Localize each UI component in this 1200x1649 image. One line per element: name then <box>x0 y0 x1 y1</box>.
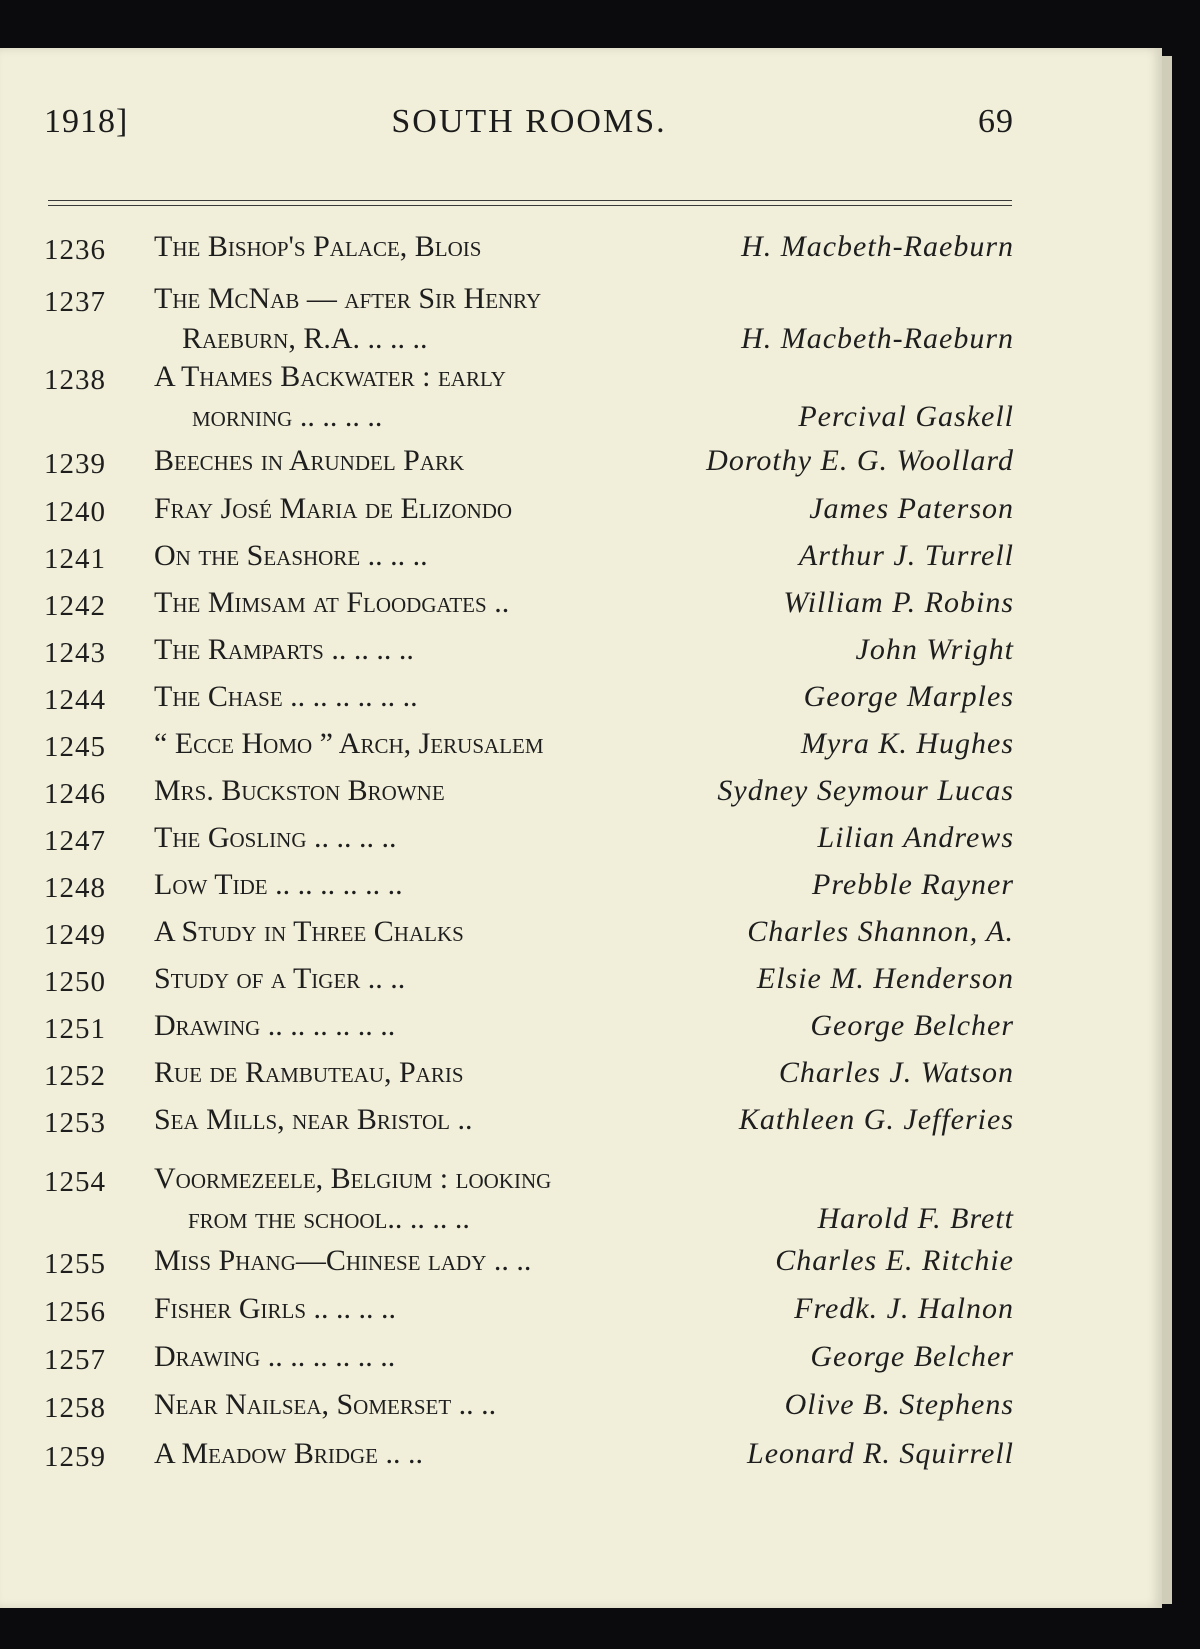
entry-title-continued: from the school.. .. .. .. <box>188 1202 470 1235</box>
catalogue-entry <box>44 444 1014 484</box>
catalogue-entry <box>44 586 1014 626</box>
catalogue-entry <box>44 492 1014 532</box>
entry-title: Near Nailsea, Somerset .. .. <box>154 1388 497 1421</box>
entry-artist: Fredk. J. Halnon <box>794 1292 1014 1325</box>
entry-number: 1239 <box>44 448 106 480</box>
catalogue-entry <box>44 360 1014 440</box>
entry-title: Fray José Maria de Elizondo <box>154 492 513 525</box>
entry-title: Voormezeele, Belgium : looking <box>154 1162 552 1195</box>
entry-number: 1258 <box>44 1392 106 1424</box>
entry-title: A Study in Three Chalks <box>154 915 464 948</box>
catalogue-entry <box>44 1292 1014 1332</box>
catalogue-entry <box>44 727 1014 767</box>
page-edge <box>1162 56 1172 1604</box>
entry-artist: Sydney Seymour Lucas <box>717 774 1014 807</box>
entry-artist: Olive B. Stephens <box>784 1388 1014 1421</box>
entry-artist: William P. Robins <box>783 586 1014 619</box>
entry-artist: Elsie M. Henderson <box>756 962 1014 995</box>
catalogue-entry <box>44 1244 1014 1284</box>
entry-number: 1244 <box>44 684 106 716</box>
entry-artist: Prebble Rayner <box>812 868 1014 901</box>
entry-artist: Arthur J. Turrell <box>798 539 1014 572</box>
entry-artist: George Marples <box>803 680 1014 713</box>
entry-artist: Percival Gaskell <box>798 400 1014 433</box>
entry-number: 1259 <box>44 1441 106 1473</box>
entry-title: The Bishop's Palace, Blois <box>154 230 482 263</box>
catalogue-entry <box>44 633 1014 673</box>
entry-number: 1251 <box>44 1013 106 1045</box>
entry-number: 1256 <box>44 1296 106 1328</box>
entry-title: Fisher Girls .. .. .. .. <box>154 1292 397 1325</box>
entry-artist: George Belcher <box>810 1340 1014 1373</box>
entry-artist: John Wright <box>855 633 1014 666</box>
header-rule-bottom <box>48 205 1012 206</box>
catalogue-entry <box>44 915 1014 955</box>
entry-title: Rue de Rambuteau, Paris <box>154 1056 464 1089</box>
entry-title: The Mimsam at Floodgates .. <box>154 586 510 619</box>
entry-number: 1250 <box>44 966 106 998</box>
entry-number: 1254 <box>44 1166 106 1198</box>
entry-artist: H. Macbeth-Raeburn <box>741 322 1014 355</box>
entry-title: Drawing .. .. .. .. .. .. <box>154 1009 396 1042</box>
catalogue-entry <box>44 230 1014 270</box>
page-title: SOUTH ROOMS. <box>391 103 667 140</box>
entry-artist: Leonard R. Squirrell <box>747 1437 1014 1470</box>
entry-artist: Lilian Andrews <box>817 821 1014 854</box>
entry-artist: George Belcher <box>810 1009 1014 1042</box>
catalogue-entry <box>44 1340 1014 1380</box>
catalogue-entry <box>44 962 1014 1002</box>
catalogue-entry <box>44 1009 1014 1049</box>
catalogue-entry <box>44 680 1014 720</box>
entry-artist: Charles E. Ritchie <box>775 1244 1014 1277</box>
header-rule-top <box>48 200 1012 201</box>
entry-number: 1242 <box>44 590 106 622</box>
entry-number: 1248 <box>44 872 106 904</box>
entry-title: “ Ecce Homo ” Arch, Jerusalem <box>154 727 544 760</box>
entry-title: The Gosling .. .. .. .. <box>154 821 397 854</box>
entry-number: 1237 <box>44 286 106 318</box>
entry-title: A Meadow Bridge .. .. <box>154 1437 423 1470</box>
catalogue-entry <box>44 1388 1014 1428</box>
entry-title: The Ramparts .. .. .. .. <box>154 633 414 666</box>
entry-artist: Kathleen G. Jefferies <box>738 1103 1014 1136</box>
catalogue-entry <box>44 821 1014 861</box>
entry-title: Sea Mills, near Bristol .. <box>154 1103 473 1136</box>
catalogue-entry <box>44 1103 1014 1143</box>
entry-number: 1252 <box>44 1060 106 1092</box>
catalogue-entry <box>44 1437 1014 1477</box>
entry-artist: Harold F. Brett <box>817 1202 1014 1235</box>
entry-title: A Thames Backwater : early <box>154 360 506 393</box>
entry-title: The McNab — after Sir Henry <box>154 282 542 315</box>
entry-artist: Charles Shannon, A. <box>747 915 1014 948</box>
entry-number: 1249 <box>44 919 106 951</box>
entry-number: 1236 <box>44 234 106 266</box>
entry-number: 1238 <box>44 364 106 396</box>
entry-number: 1246 <box>44 778 106 810</box>
catalogue-entry <box>44 539 1014 579</box>
entry-number: 1241 <box>44 543 106 575</box>
entry-number: 1243 <box>44 637 106 669</box>
page-number: 69 <box>978 103 1014 140</box>
running-header <box>44 103 1014 153</box>
entry-artist: H. Macbeth-Raeburn <box>741 230 1014 263</box>
entry-artist: Dorothy E. G. Woollard <box>706 444 1014 477</box>
entry-number: 1253 <box>44 1107 106 1139</box>
catalogue-entry <box>44 868 1014 908</box>
catalogue-entry <box>44 1162 1014 1242</box>
entry-number: 1245 <box>44 731 106 763</box>
catalogue-entry <box>44 282 1014 362</box>
header-year: 1918] <box>44 103 129 140</box>
entry-artist: James Paterson <box>809 492 1014 525</box>
entry-title: Drawing .. .. .. .. .. .. <box>154 1340 396 1373</box>
entry-number: 1257 <box>44 1344 106 1376</box>
catalogue-entry <box>44 1056 1014 1096</box>
entry-title: Low Tide .. .. .. .. .. .. <box>154 868 403 901</box>
entry-title-continued: Raeburn, R.A. .. .. .. <box>182 322 428 355</box>
entry-title: Study of a Tiger .. .. <box>154 962 406 995</box>
entry-number: 1255 <box>44 1248 106 1280</box>
entry-artist: Charles J. Watson <box>778 1056 1014 1089</box>
entry-title: Beeches in Arundel Park <box>154 444 465 477</box>
entry-title-continued: morning .. .. .. .. <box>192 400 383 433</box>
entry-number: 1240 <box>44 496 106 528</box>
entry-number: 1247 <box>44 825 106 857</box>
entry-title: On the Seashore .. .. .. <box>154 539 428 572</box>
entry-title: Mrs. Buckston Browne <box>154 774 445 807</box>
entry-title: The Chase .. .. .. .. .. .. <box>154 680 418 713</box>
catalogue-entry <box>44 774 1014 814</box>
entry-title: Miss Phang—Chinese lady .. .. <box>154 1244 532 1277</box>
entry-artist: Myra K. Hughes <box>800 727 1014 760</box>
